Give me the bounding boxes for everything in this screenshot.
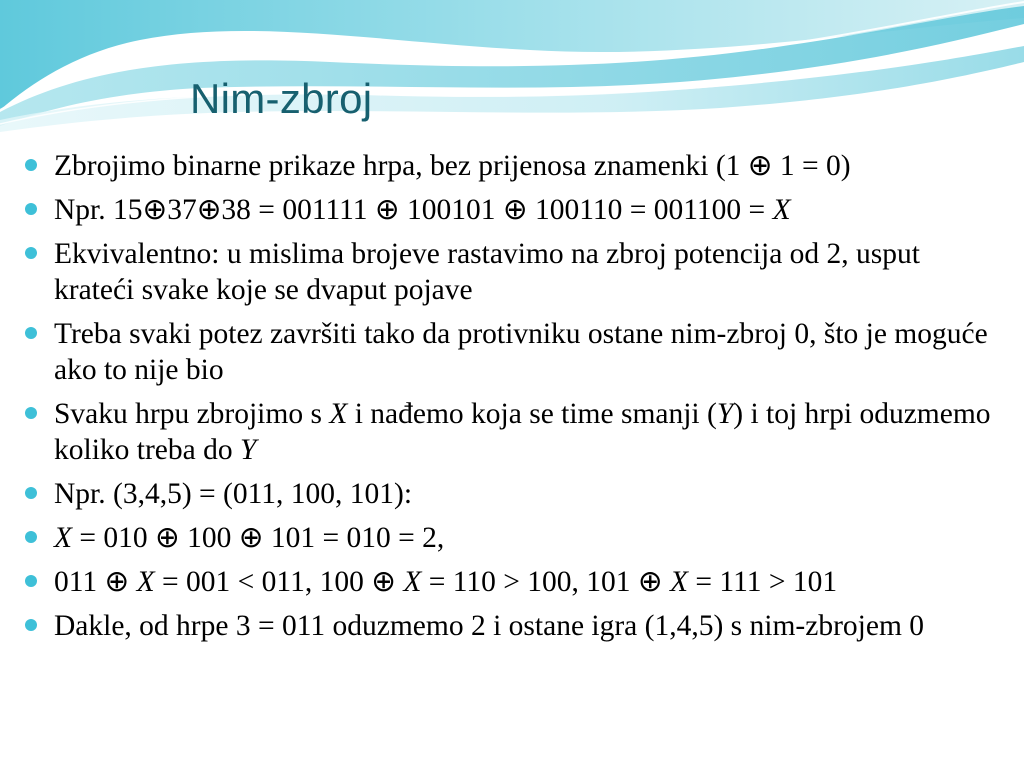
- bullet-text: i nađemo koja se time smanji (: [347, 398, 717, 430]
- bullet-math-variable: X: [772, 194, 791, 226]
- bullet-dot-icon: [25, 247, 37, 259]
- bullet-item: [22, 192, 1002, 228]
- bullet-math-variable: X: [54, 522, 73, 554]
- bullet-math-variable: Y: [716, 398, 734, 430]
- bullet-math-variable: X: [403, 566, 422, 598]
- bullet-text: Npr. (3,4,5) = (011, 100, 101):: [54, 478, 413, 510]
- bullet-item: [22, 564, 1002, 600]
- slide-title: Nim-zbroj: [190, 75, 373, 122]
- bullet-dot-icon: [25, 203, 37, 215]
- bullet-item: [22, 476, 1002, 512]
- bullet-dot-icon: [25, 487, 37, 499]
- bullet-item: [22, 148, 1002, 184]
- bullet-dot-icon: [25, 575, 37, 587]
- bullet-text: Npr. 15⊕37⊕38 = 001111 ⊕ 100101 ⊕ 100110 = 001100 =: [54, 194, 773, 226]
- bullet-math-variable: X: [670, 566, 689, 598]
- bullet-text: Ekvivalentno: u mislima brojeve rastavimo na zbroj potencija od 2, usput krateći svake koje se dvaput pojave: [54, 238, 920, 306]
- bullet-text: 011 ⊕: [54, 566, 137, 598]
- header-wave-decoration: [0, 0, 1024, 135]
- bullet-dot-icon: [25, 159, 37, 171]
- bullet-dot-icon: [25, 407, 37, 419]
- bullet-text: = 001 < 011, 100 ⊕: [154, 566, 404, 598]
- bullet-math-variable: X: [329, 398, 348, 430]
- bullet-text: = 111 > 101: [688, 566, 838, 598]
- bullet-math-variable: X: [136, 566, 155, 598]
- bullet-text: Treba svaki potez završiti tako da protivniku ostane nim-zbroj 0, što je moguće ako to nije bio: [54, 318, 988, 386]
- bullet-dot-icon: [25, 531, 37, 543]
- bullet-item: [22, 316, 1002, 388]
- bullet-text: = 110 > 100, 101 ⊕: [421, 566, 670, 598]
- bullet-text: Svaku hrpu zbrojimo s: [54, 398, 330, 430]
- bullet-item: [22, 520, 1002, 556]
- bullet-item: [22, 396, 1002, 468]
- bullet-text: = 010 ⊕ 100 ⊕ 101 = 010 = 2,: [72, 522, 445, 554]
- bullet-text: Dakle, od hrpe 3 = 011 oduzmemo 2 i ostane igra (1,4,5) s nim-zbrojem 0: [54, 610, 925, 642]
- bullet-text: ) i toj hrpi oduzmemo koliko treba do: [54, 398, 991, 466]
- bullet-list: [22, 148, 1002, 652]
- bullet-dot-icon: [25, 619, 37, 631]
- bullet-math-variable: Y: [239, 434, 257, 466]
- bullet-dot-icon: [25, 327, 37, 339]
- bullet-text: Zbrojimo binarne prikaze hrpa, bez prijenosa znamenki (1 ⊕ 1 = 0): [54, 150, 851, 182]
- bullet-item: [22, 608, 1002, 644]
- bullet-item: [22, 236, 1002, 308]
